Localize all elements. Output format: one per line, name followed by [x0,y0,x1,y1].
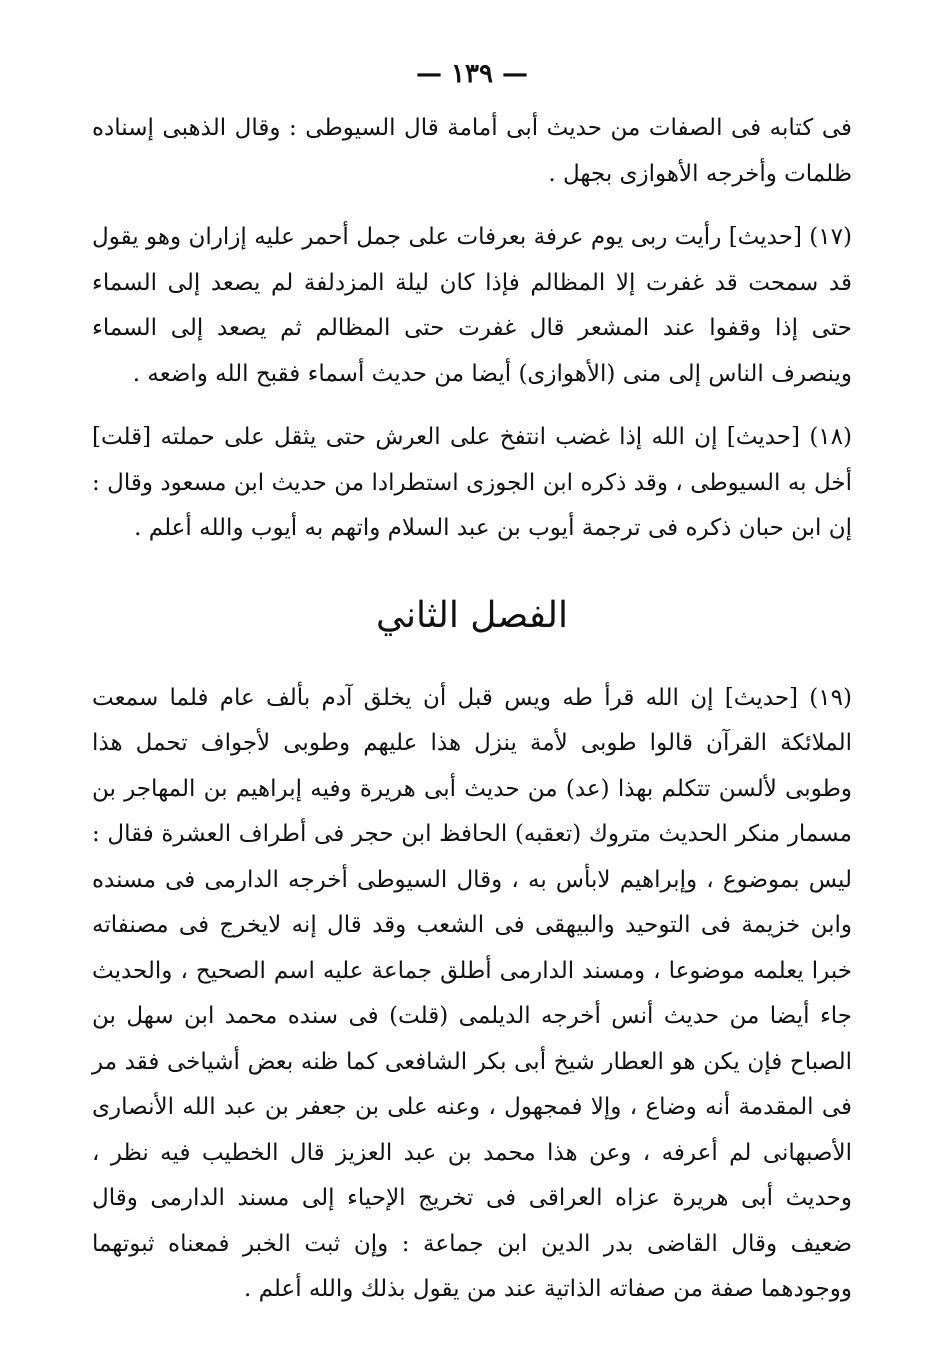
section-heading: الفصل الثاني [376,594,568,636]
paragraph-hadith-19: (١٩) [حديث] إن الله قرأ طه ويس قبل أن يخلق آدم بألف عام فلما سمعت الملائكة القرآن قالوا طوبى لأمة ينزل هذا عليهم وطوبى لأجواف تحمل هذا وطوبى لألسن تتكلم بهذا (عد) من حديث أبى هريرة وفيه إبراهيم بن المهاجر بن مسمار منكر الحديث متروك (تعقبه) الحافظ ابن حجر فى أطراف العشرة فقال : ليس بموضوع ، وإبراهيم لابأس به ، وقال السيوطى أخرجه الدارمى فى مسنده وابن خزيمة فى التوحيد والبيهقى فى الشعب وقد قال إنه لايخرج فى مصنفاته خبرا يعلمه موضوعا ، ومسند الدارمى أطلق جماعة عليه اسم الصحيح ، والحديث جاء أيضا من حديث أنس أخرجه الديلمى (قلت) فى سنده محمد ابن سهل بن الصباح فإن يكن هو العطار شيخ أبى بكر الشافعى كما ظنه بعض أشياخى فقد مر فى المقدمة أنه وضاع ، وإلا فمجهول ، وعنه على بن جعفر بن عبد الله الأنصارى الأصبهانى لم أعرفه ، وعن هذا محمد بن عبد العزيز قال الخطيب فيه نظر ، وحديث أبى هريرة عزاه العراقى فى تخريج الإحياء إلى مسند الدارمى وقال ضعيف وقال القاضى بدر الدين ابن جماعة : وإن ثبت الخبر فمعناه ثبوتهما ووجودهما صفة من صفاته الذاتية عند من يقول بذلك والله أعلم . [92,684,853,1302]
paragraph-hadith-17: (١٧) [حديث] رأيت ربى يوم عرفة بعرفات على جمل أحمر عليه إزاران وهو يقول قد سمحت قد غفرت إلا المظالم فإذا كان ليلة المزدلفة لم يصعد إلى السماء حتى إذا وقفوا عند المشعر قال غفرت حتى المظالم ثم يصعد إلى السماء وينصرف الناس إلى منى (الأهوازى) أيضا من حديث أسماء فقبح الله واضعه . [92,224,852,387]
page-number: — ١٣٩ — [415,59,529,89]
paragraph-hadith-18: (١٨) [حديث] إن الله إذا غضب انتفخ على العرش حتى يثقل على حملته [قلت] أخل به السيوطى ، وقد ذكره ابن الجوزى استطرادا من حديث ابن مسعود وقال : إن ابن حبان ذكره فى ترجمة أيوب بن عبد السلام واتهم به أيوب والله أعلم . [92,424,852,541]
paragraph-continuation: فى كتابه فى الصفات من حديث أبى أمامة قال السيوطى : وقال الذهبى إسناده ظلمات وأخرجه الأهوازى بجهل . [92,115,852,187]
